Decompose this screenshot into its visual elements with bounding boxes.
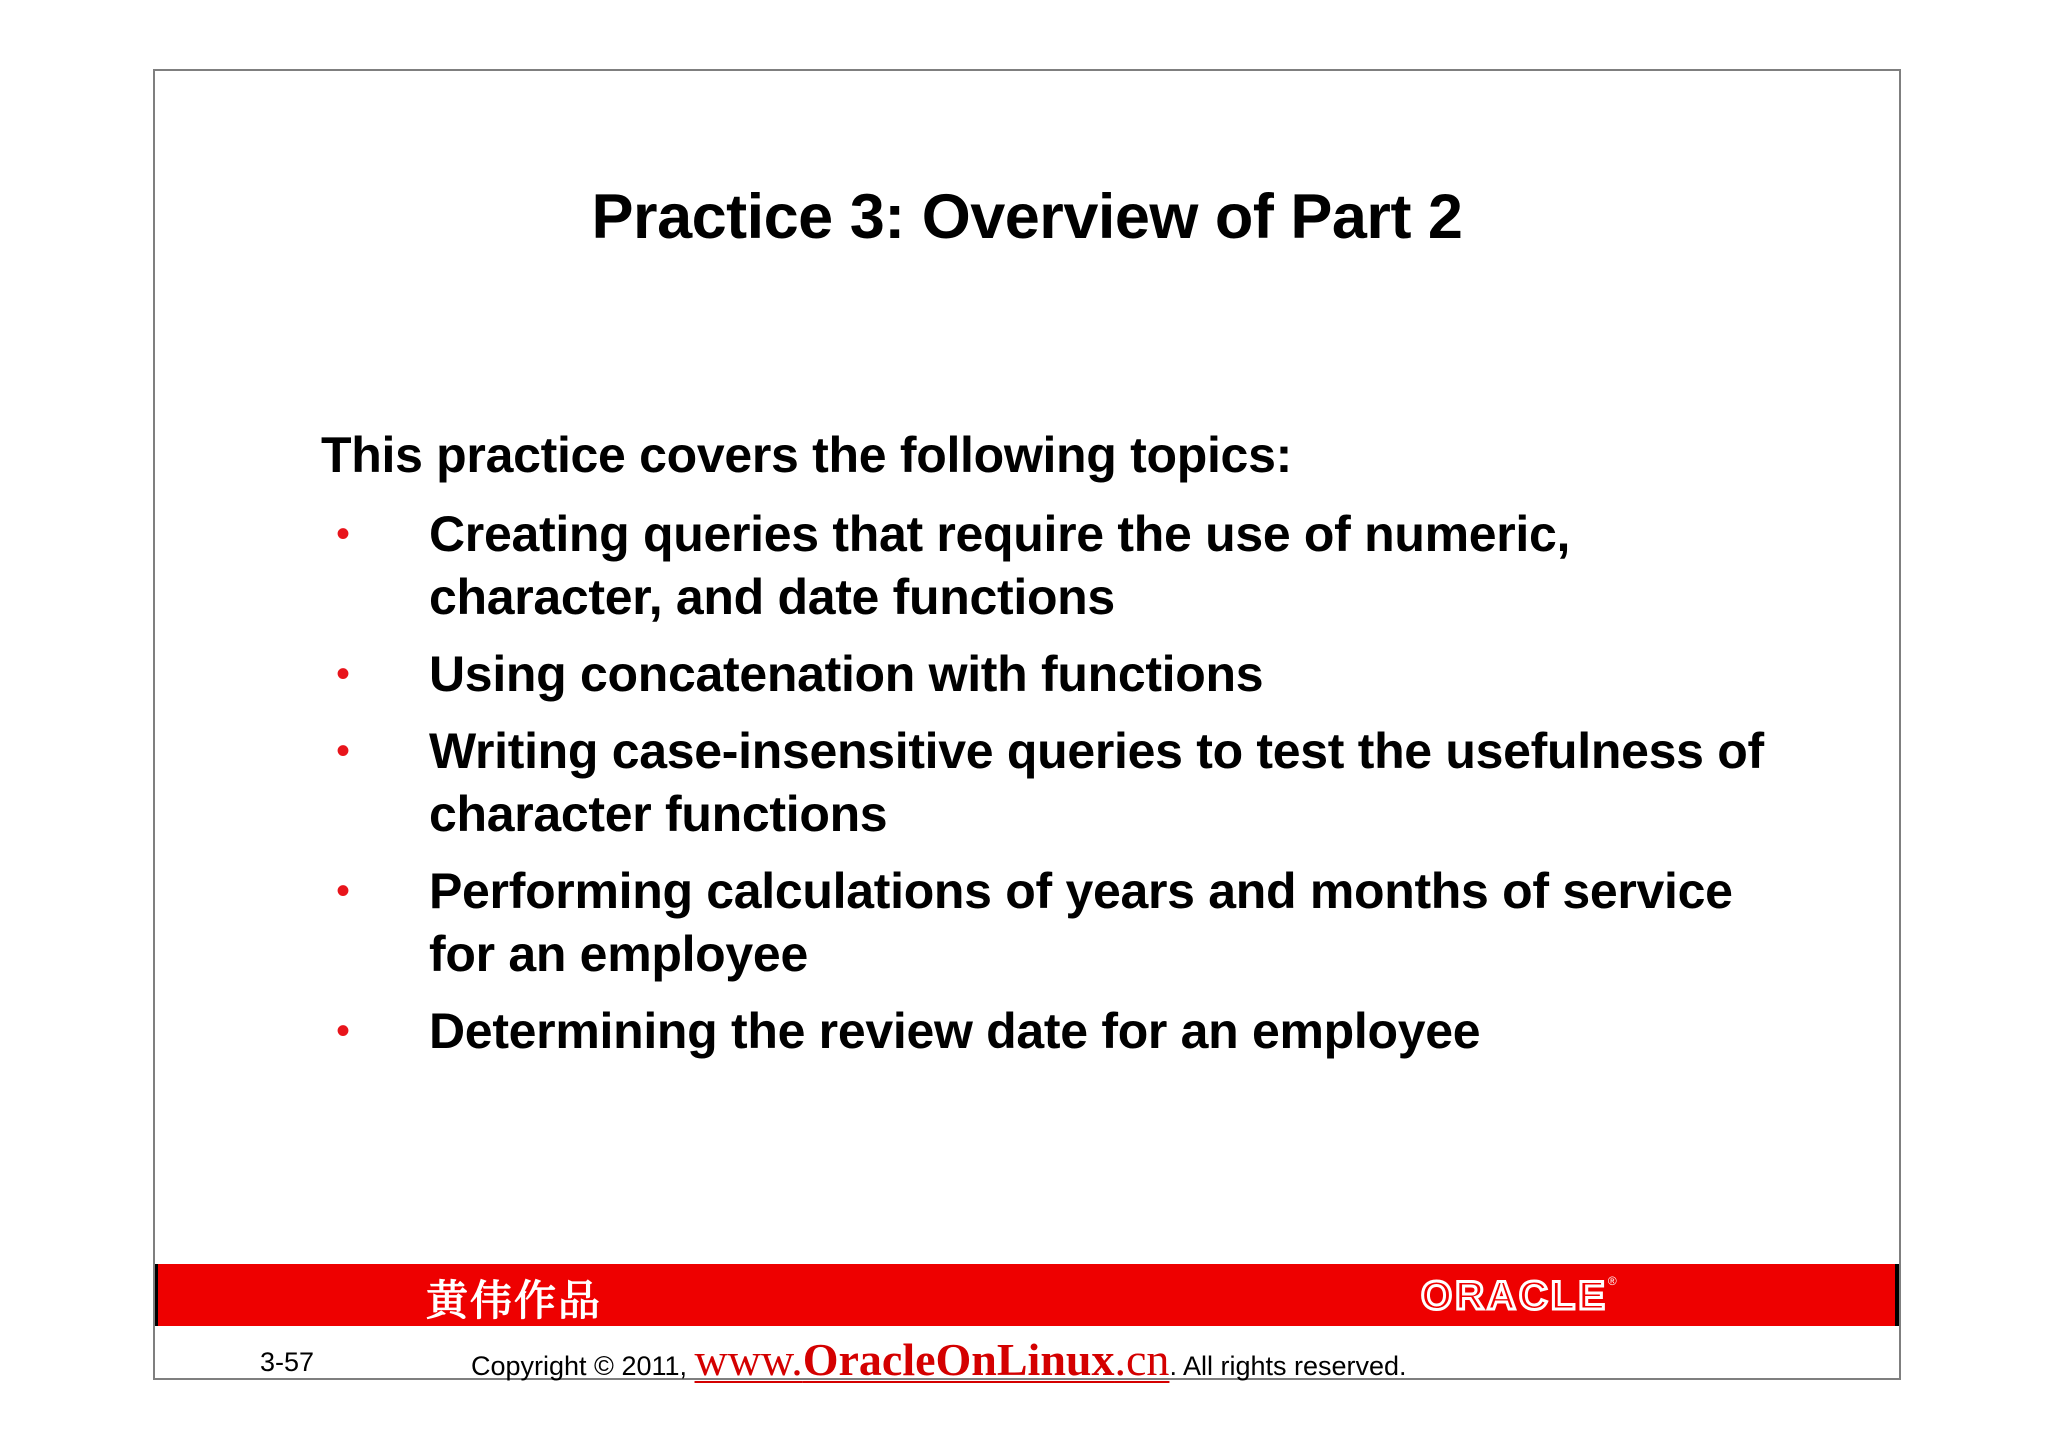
- topic-list: [321, 503, 1781, 1077]
- copyright-prefix: Copyright © 2011,: [471, 1351, 688, 1381]
- list-item: [321, 720, 1781, 846]
- bullet-icon: •: [336, 652, 350, 696]
- intro-text: This practice covers the following topics:: [321, 427, 1292, 483]
- site-tld: .cn: [1114, 1334, 1170, 1385]
- bullet-icon: •: [336, 729, 350, 773]
- list-item-text: Creating queries that require the use of numeric, character, and date functions: [429, 506, 1571, 625]
- site-name: OracleOnLinux: [802, 1334, 1115, 1385]
- list-item: [321, 643, 1781, 706]
- site-www: www.: [694, 1334, 803, 1385]
- list-item: [321, 860, 1781, 986]
- oracle-logo-tm: ®: [1607, 1274, 1620, 1288]
- list-item-text: Using concatenation with functions: [429, 646, 1264, 702]
- list-item: [321, 503, 1781, 629]
- slide-title: Practice 3: Overview of Part 2: [591, 182, 1463, 252]
- list-item-text: Determining the review date for an employee: [429, 1003, 1481, 1059]
- footer-bar: [155, 1264, 1899, 1326]
- author-mark: 黄伟作品: [426, 1276, 603, 1325]
- list-item-text: Writing case-insensitive queries to test the usefulness of character functions: [429, 723, 1764, 842]
- copyright-line: [471, 1333, 1407, 1386]
- page-number: 3-57: [260, 1347, 315, 1377]
- oracle-logo-text: ORACLE: [1421, 1274, 1608, 1318]
- bullet-icon: •: [336, 869, 350, 913]
- slide-frame: [153, 69, 1901, 1385]
- list-item: [321, 1000, 1781, 1063]
- bullet-icon: •: [336, 1009, 350, 1053]
- site-link[interactable]: [695, 1334, 1170, 1385]
- list-item-text: Performing calculations of years and months of service for an employee: [429, 863, 1733, 982]
- oracle-logo: [1421, 1274, 1620, 1319]
- copyright-suffix: . All rights reserved.: [1169, 1351, 1407, 1381]
- bullet-icon: •: [336, 512, 350, 556]
